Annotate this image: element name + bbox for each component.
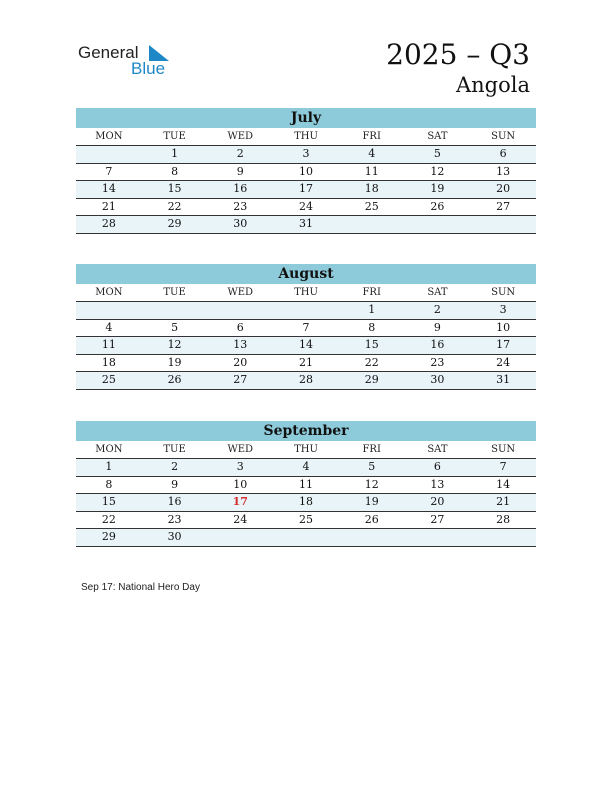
day-cell: 29 xyxy=(167,217,182,230)
day-cell: 9 xyxy=(236,164,244,178)
day-cell: 28 xyxy=(101,217,116,230)
holiday-note: Sep 17: National Hero Day xyxy=(81,582,200,593)
day-cell: 24 xyxy=(298,199,313,213)
day-cell: 7 xyxy=(105,164,113,178)
weekday-label: MON xyxy=(95,131,123,142)
day-cell xyxy=(273,529,339,546)
month-grid xyxy=(76,302,536,390)
day-cell xyxy=(207,302,273,319)
day-cell: 25 xyxy=(298,512,313,526)
day-cell: 12 xyxy=(364,477,379,491)
day-cell: 21 xyxy=(496,495,511,508)
day-cell: 27 xyxy=(233,373,248,386)
day-cell: 8 xyxy=(368,320,376,334)
day-cell: 11 xyxy=(364,164,379,178)
holiday-day-cell: 17 xyxy=(232,495,248,508)
day-cell: 28 xyxy=(298,373,313,386)
week-row xyxy=(76,494,536,512)
day-cell: 1 xyxy=(105,460,113,473)
day-cell: 2 xyxy=(433,303,441,316)
weekday-label: TUE xyxy=(163,131,186,142)
day-cell: 28 xyxy=(496,512,511,526)
weekday-label: SAT xyxy=(427,131,448,142)
day-cell: 15 xyxy=(364,338,379,351)
weekday-label: FRI xyxy=(362,131,381,142)
day-cell: 19 xyxy=(430,182,445,195)
country-name: Angola xyxy=(455,73,530,97)
month-july xyxy=(76,108,536,234)
day-cell: 5 xyxy=(368,460,376,473)
week-row xyxy=(76,459,536,477)
day-cell: 5 xyxy=(171,320,179,334)
day-cell: 15 xyxy=(101,495,116,508)
day-cell: 1 xyxy=(368,303,376,316)
day-cell: 18 xyxy=(364,182,379,195)
week-row xyxy=(76,355,536,373)
day-cell: 1 xyxy=(171,147,179,160)
weekday-label: SUN xyxy=(491,131,516,142)
day-cell: 20 xyxy=(233,355,248,369)
day-cell: 16 xyxy=(167,495,182,508)
weekday-label: THU xyxy=(294,131,318,142)
week-row xyxy=(76,529,536,547)
day-cell: 4 xyxy=(105,320,113,334)
day-cell: 16 xyxy=(430,338,445,351)
day-cell: 19 xyxy=(364,495,379,508)
day-cell: 12 xyxy=(430,164,445,178)
day-cell: 14 xyxy=(101,182,116,195)
weekday-label: SUN xyxy=(491,444,516,455)
day-cell: 29 xyxy=(364,373,379,386)
day-cell: 26 xyxy=(167,373,182,386)
month-title: August xyxy=(76,264,536,284)
day-cell: 14 xyxy=(496,477,511,491)
logo-text-general: General xyxy=(78,43,139,62)
day-cell: 24 xyxy=(496,355,511,369)
weekday-label: FRI xyxy=(362,444,381,455)
day-cell: 22 xyxy=(364,355,379,369)
day-cell: 26 xyxy=(430,199,445,213)
week-row xyxy=(76,512,536,530)
weekday-label: FRI xyxy=(362,287,381,298)
day-cell: 10 xyxy=(496,320,511,334)
day-cell: 24 xyxy=(233,512,248,526)
day-cell: 13 xyxy=(430,477,445,491)
day-cell: 25 xyxy=(364,199,379,213)
weekday-label: THU xyxy=(294,287,318,298)
day-cell: 29 xyxy=(101,530,116,543)
day-cell xyxy=(405,529,471,546)
day-cell: 3 xyxy=(499,303,507,316)
weekday-header xyxy=(76,441,536,459)
week-row xyxy=(76,199,536,217)
day-cell: 22 xyxy=(101,512,116,526)
day-cell: 23 xyxy=(233,199,248,213)
week-row xyxy=(76,181,536,199)
day-cell xyxy=(76,146,142,163)
week-row xyxy=(76,302,536,320)
day-cell: 8 xyxy=(105,477,113,491)
page-title: 2025 – Q3 xyxy=(386,38,530,71)
weekday-label: MON xyxy=(95,444,123,455)
weekday-label: WED xyxy=(227,444,254,455)
day-cell: 6 xyxy=(499,147,507,160)
day-cell xyxy=(405,216,471,233)
day-cell: 17 xyxy=(496,338,511,351)
day-cell: 30 xyxy=(167,530,182,543)
day-cell: 3 xyxy=(236,460,244,473)
day-cell: 31 xyxy=(496,373,511,386)
day-cell xyxy=(142,302,208,319)
day-cell: 13 xyxy=(496,164,511,178)
week-row xyxy=(76,337,536,355)
day-cell: 11 xyxy=(101,338,116,351)
week-row xyxy=(76,320,536,338)
day-cell: 11 xyxy=(298,477,313,491)
day-cell: 21 xyxy=(101,199,116,213)
weekday-label: SAT xyxy=(427,287,448,298)
day-cell: 23 xyxy=(167,512,182,526)
weekday-header xyxy=(76,284,536,302)
day-cell: 27 xyxy=(496,199,511,213)
day-cell: 5 xyxy=(433,147,441,160)
day-cell: 4 xyxy=(368,147,376,160)
month-title: September xyxy=(76,421,536,441)
day-cell: 26 xyxy=(364,512,379,526)
day-cell: 20 xyxy=(496,182,511,195)
month-title: July xyxy=(76,108,536,128)
weekday-label: TUE xyxy=(163,444,186,455)
day-cell xyxy=(339,216,405,233)
day-cell: 9 xyxy=(433,320,441,334)
day-cell: 2 xyxy=(171,460,179,473)
day-cell xyxy=(207,529,273,546)
day-cell: 13 xyxy=(233,338,248,351)
day-cell: 20 xyxy=(430,495,445,508)
day-cell: 6 xyxy=(433,460,441,473)
day-cell: 7 xyxy=(302,320,310,334)
weekday-label: SAT xyxy=(427,444,448,455)
day-cell: 18 xyxy=(101,355,116,369)
day-cell: 18 xyxy=(298,495,313,508)
day-cell: 9 xyxy=(171,477,179,491)
day-cell: 17 xyxy=(298,182,313,195)
day-cell xyxy=(339,529,405,546)
day-cell: 23 xyxy=(430,355,445,369)
day-cell: 21 xyxy=(298,355,313,369)
weekday-label: WED xyxy=(227,131,254,142)
day-cell: 16 xyxy=(233,182,248,195)
month-september xyxy=(76,421,536,547)
day-cell: 4 xyxy=(302,460,310,473)
weekday-label: SUN xyxy=(491,287,516,298)
day-cell: 14 xyxy=(298,338,313,351)
week-row xyxy=(76,164,536,182)
weekday-label: TUE xyxy=(163,287,186,298)
weekday-label: THU xyxy=(294,444,318,455)
weekday-label: WED xyxy=(227,287,254,298)
weekday-label: MON xyxy=(95,287,123,298)
day-cell: 27 xyxy=(430,512,445,526)
weekday-header xyxy=(76,128,536,146)
month-grid xyxy=(76,146,536,234)
day-cell: 25 xyxy=(101,373,116,386)
holiday-notes xyxy=(81,582,200,593)
day-cell: 6 xyxy=(236,320,244,334)
day-cell: 2 xyxy=(236,147,244,160)
week-row xyxy=(76,146,536,164)
day-cell xyxy=(470,216,536,233)
day-cell xyxy=(273,302,339,319)
day-cell: 15 xyxy=(167,182,182,195)
day-cell xyxy=(76,302,142,319)
month-august xyxy=(76,264,536,390)
day-cell: 10 xyxy=(233,477,248,491)
day-cell: 8 xyxy=(171,164,179,178)
day-cell: 19 xyxy=(167,355,182,369)
week-row xyxy=(76,216,536,234)
day-cell: 30 xyxy=(430,373,445,386)
day-cell: 10 xyxy=(298,164,313,178)
logo-text-blue: Blue xyxy=(131,59,166,78)
week-row xyxy=(76,477,536,495)
day-cell: 3 xyxy=(302,147,310,160)
day-cell: 7 xyxy=(499,460,507,473)
day-cell: 12 xyxy=(167,338,182,351)
day-cell: 31 xyxy=(298,217,313,230)
week-row xyxy=(76,372,536,390)
generalblue-logo xyxy=(78,40,178,80)
day-cell xyxy=(470,529,536,546)
month-grid xyxy=(76,459,536,547)
day-cell: 22 xyxy=(167,199,182,213)
day-cell: 30 xyxy=(233,217,248,230)
